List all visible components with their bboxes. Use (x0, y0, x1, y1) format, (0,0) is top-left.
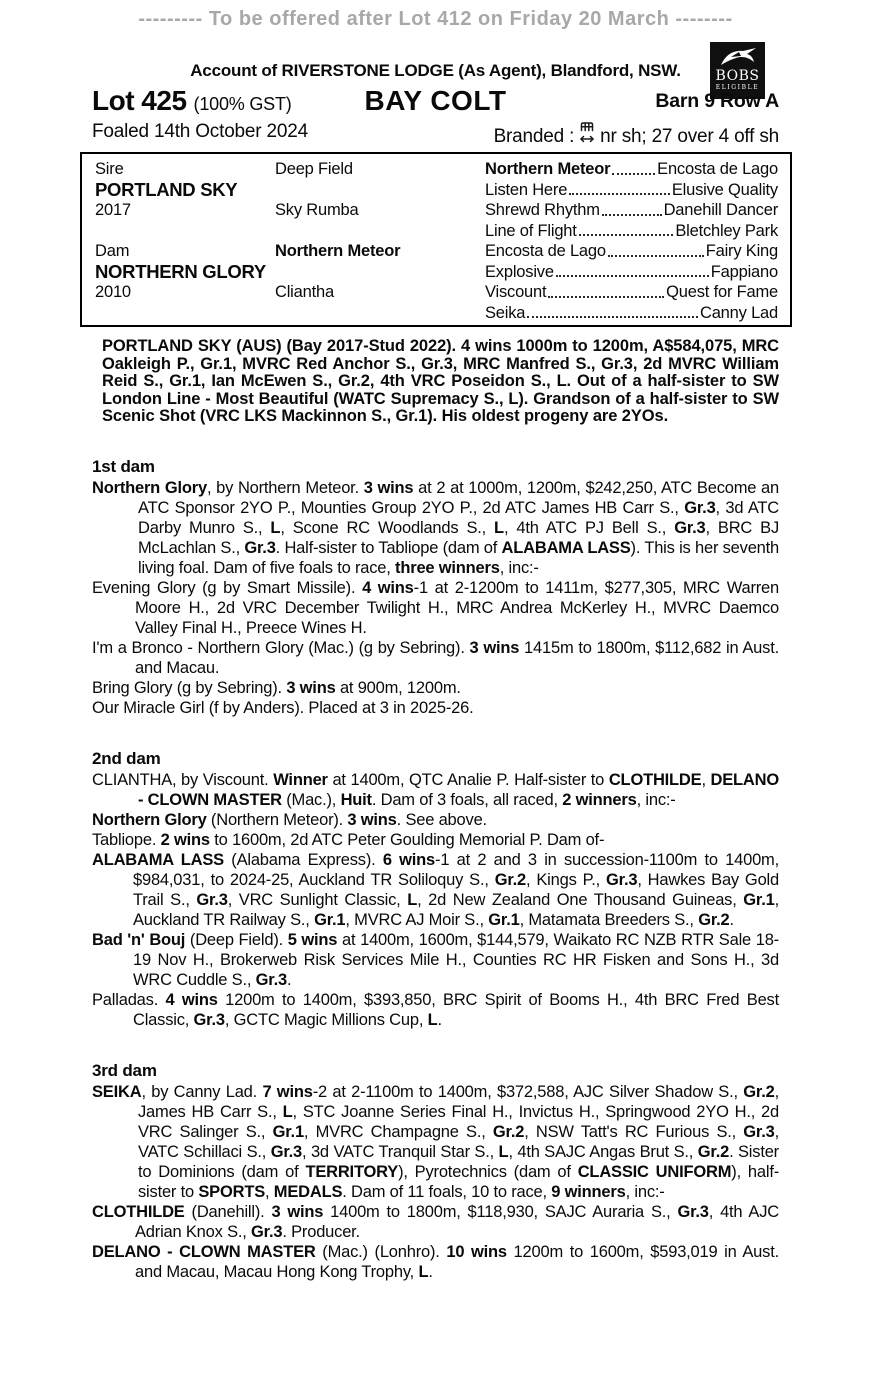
ancestor-name: Seika (485, 303, 526, 322)
dotted-leader (579, 221, 674, 237)
dam-section (92, 749, 779, 1030)
spacer (95, 221, 275, 242)
ancestor-row (485, 221, 778, 242)
dam-section (92, 1061, 779, 1282)
pedigree-col-main (95, 159, 275, 323)
dam-dam: Cliantha (275, 283, 334, 301)
ancestor-row (485, 262, 778, 283)
branded-text: nr sh; 27 over 4 off sh (600, 125, 779, 147)
ancestor-parent: Fappiano (710, 262, 778, 281)
section-heading: 2nd dam (92, 748, 161, 768)
ancestor-row (485, 303, 778, 324)
pedigree-paragraph: Tabliope. 2 wins to 1600m, 2d ATC Peter Goulding Memorial P. Dam of- (92, 830, 605, 849)
sire-dam: Sky Rumba (275, 201, 359, 219)
lot-number: Lot 425 (92, 85, 187, 116)
dam-year: 2010 (95, 283, 131, 301)
ancestor-parent: Elusive Quality (671, 180, 778, 199)
pedigree-paragraph: I'm a Bronco - Northern Glory (Mac.) (g by Sebring). 3 wins 1415m to 1800m, $112,682 in Aust. and Macau. (92, 638, 779, 677)
dam-sections (92, 457, 779, 1282)
pedigree-paragraph: Northern Glory, by Northern Meteor. 3 wins at 2 at 1000m, 1200m, $242,250, ATC Become an ATC Sponsor 2YO P., Mounties Group 2YO P., 2d ATC James HB Carr S., Gr.3, 3d ATC Darby Munro S., L, Scone RC Woodlands S., L, 4th ATC PJ Bell S., Gr.3, BRC BJ McLachlan S., Gr.3. Half-sister to Tabliope (dam of ALABAMA LASS). This is her seventh living foal. Dam of five foals to race, three winners, inc:- (92, 478, 780, 577)
gst-note: (100% GST) (193, 94, 292, 114)
bobs-title: BOBS (715, 68, 760, 84)
dotted-leader (608, 241, 704, 257)
ancestor-parent: Fairy King (705, 242, 778, 260)
pedigree-paragraph: CLIANTHA, by Viscount. Winner at 1400m, QTC Analie P. Half-sister to CLOTHILDE, DELANO - CLOWN MASTER (Mac.), Huit. Dam of 3 foals, all raced, 2 winners, inc:- (92, 770, 779, 809)
sire-sire: Deep Field (275, 160, 353, 178)
dam-name: NORTHERN GLORY (95, 260, 266, 282)
ancestor-row (485, 200, 778, 221)
sire-label: Sire (95, 160, 124, 178)
ancestor-row (485, 180, 778, 201)
dotted-leader (527, 303, 698, 319)
pedigree-table (80, 152, 792, 327)
ancestor-parent: Danehill Dancer (663, 201, 778, 219)
sire-year: 2017 (95, 201, 131, 219)
barn-label: Barn 9 Row A (655, 90, 779, 112)
ancestor-column (485, 159, 778, 323)
pedigree-paragraph: SEIKA, by Canny Lad. 7 wins-2 at 2-1100m to 1400m, $372,588, AJC Silver Shadow S., Gr.2, James HB Carr S., L, STC Joanne Series Final H., Invictus H., Springwood 2YO H., 2d VRC Salinger S., Gr.1, MVRC Champagne S., Gr.2, NSW Tatt's RC Furious S., Gr.3, VATC Schillaci S., Gr.3, 3d VATC Tranquil Star S., L, 4th SAJC Angas Brut S., Gr.2. Sister to Dominions (dam of TERRITORY), Pyrotechnics (dam of CLASSIC UNIFORM), half-sister to SPORTS, MEDALS. Dam of 11 foals, 10 to race, 9 winners, inc:- (92, 1082, 780, 1201)
stud-brand-icon (579, 121, 595, 146)
sex-title: BAY COLT (364, 85, 507, 116)
ancestor-name: Encosta de Lago (485, 242, 606, 260)
ancestor-parent: Bletchley Park (675, 221, 778, 240)
pedigree-paragraph: Bring Glory (g by Sebring). 3 wins at 900m, 1200m. (92, 678, 461, 697)
ancestor-name: Line of Flight (485, 221, 577, 240)
dam-label: Dam (95, 242, 130, 260)
ancestor-row (485, 241, 778, 262)
ancestor-parent: Encosta de Lago (657, 160, 778, 178)
pedigree-paragraph: CLOTHILDE (Danehill). 3 wins 1400m to 1800m, $118,930, SAJC Auraria S., Gr.3, 4th AJC Adrian Knox S., Gr.3. Producer. (92, 1202, 779, 1241)
dotted-leader (569, 180, 670, 196)
foaled-date: Foaled 14th October 2024 (92, 121, 308, 142)
ancestor-name: Explosive (485, 262, 554, 281)
dotted-leader (556, 262, 709, 278)
pedigree-col-parents (275, 159, 485, 323)
dotted-leader (602, 200, 662, 216)
ancestor-row (485, 159, 778, 180)
ancestor-name: Northern Meteor (485, 160, 611, 178)
pedigree-paragraph: Our Miracle Girl (f by Anders). Placed at 3 in 2025-26. (92, 698, 474, 717)
sire-name: PORTLAND SKY (95, 178, 238, 200)
spacer (275, 180, 485, 201)
horse-head-icon (717, 45, 759, 69)
lot-header (0, 0, 871, 152)
branded-line (494, 121, 779, 152)
ancestor-name: Viscount (485, 283, 547, 301)
sire-summary: PORTLAND SKY (AUS) (Bay 2017-Stud 2022). 4 wins 1000m to 1200m, A$584,075, MRC Oakleigh P., Gr.1, MVRC Red Anchor S., Gr.3, MRC Manfred S., Gr.3, 2d MVRC William Reid S., Gr.1, Ian McEwen S., Gr.2, 4th VRC Poseidon S., L. Out of a half-sister to SW London Line - Most Beautiful (WATC Supremacy S., L). Grandson of a half-sister to SW Scenic Shot (VRC LKS Mackinnon S., Gr.1). His oldest progeny are 2YOs. (102, 337, 779, 426)
dotted-leader (612, 159, 655, 175)
ancestor-row (485, 282, 778, 303)
dam-section (92, 457, 779, 718)
ancestor-parent: Quest for Fame (666, 283, 778, 301)
pedigree-paragraph: Bad 'n' Bouj (Deep Field). 5 wins at 1400m, 1600m, $144,579, Waikato RC NZB RTR Sale 18-19 Nov H., Brokerweb Risk Services Mile H., Counties RC HR Fisken and Sons H., 3d WRC Cuddle S., Gr.3. (92, 930, 779, 989)
ancestor-name: Listen Here (485, 180, 568, 199)
ancestor-parent: Canny Lad (699, 303, 778, 322)
foaled-row (92, 121, 779, 147)
section-heading: 3rd dam (92, 1060, 157, 1080)
pedigree-paragraph: ALABAMA LASS (Alabama Express). 6 wins-1 at 2 and 3 in succession-1100m to 1400m, $984,031, to 2024-25, Auckland TR Soliloquy S., Gr.2, Kings P., Gr.3, Hawkes Bay Gold Trail S., Gr.3, VRC Sunlight Classic, L, 2d New Zealand One Thousand Guineas, Gr.1, Auckland TR Railway S., Gr.1, MVRC AJ Moir S., Gr.1, Matamata Breeders S., Gr.2. (92, 850, 779, 929)
lot-row (92, 85, 779, 119)
pedigree-paragraph: Evening Glory (g by Smart Missile). 4 wins-1 at 2-1200m to 1411m, $277,305, MRC Warren Moore H., 2d VRC December Twilight H., MRC Andrea McKerley H., MVRC Daemco Valley Final H., Preece Wines H. (92, 578, 779, 637)
pedigree-paragraph: Palladas. 4 wins 1200m to 1400m, $393,850, BRC Spirit of Booms H., 4th BRC Fred Best Classic, Gr.3, GCTC Magic Millions Cup, L. (92, 990, 779, 1029)
dam-sire: Northern Meteor (275, 242, 401, 260)
ancestor-name: Shrewd Rhythm (485, 201, 600, 219)
dotted-leader (548, 282, 664, 298)
branded-label: Branded : (493, 125, 575, 147)
section-heading: 1st dam (92, 456, 155, 476)
pedigree-paragraph: Northern Glory (Northern Meteor). 3 wins. See above. (92, 810, 487, 829)
spacer (275, 221, 485, 242)
pedigree-paragraph: DELANO - CLOWN MASTER (Mac.) (Lonhro). 10 wins 1200m to 1600m, $593,019 in Aust. and Macau, Macau Hong Kong Trophy, L. (92, 1242, 779, 1281)
bobs-subtitle: ELIGIBLE (715, 84, 760, 91)
account-line: Account of RIVERSTONE LODGE (As Agent), Blandford, NSW. (190, 61, 681, 80)
spacer (275, 262, 485, 283)
offer-banner: --------- To be offered after Lot 412 on Friday 20 March -------- (138, 8, 733, 30)
